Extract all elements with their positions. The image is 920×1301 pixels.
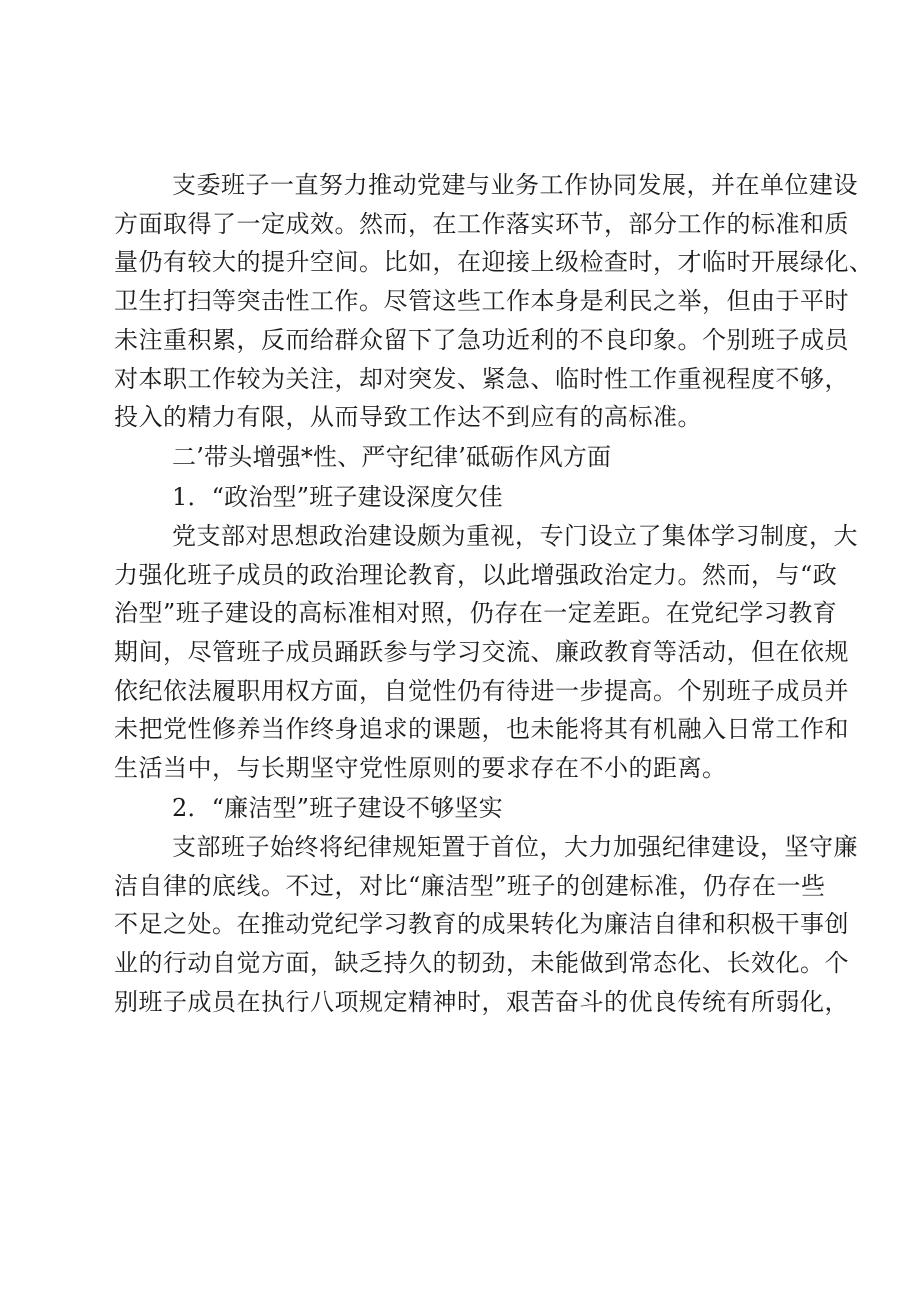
heading-line: 二’带头增强*性、严守纪律’砥砺作风方面 — [172, 442, 612, 471]
text-line: 依纪依法履职用权方面，自觉性仍有待进一步提高。个别班子成员并 — [114, 676, 849, 705]
subheading-integrity-type — [114, 788, 814, 828]
document-body — [114, 166, 874, 1021]
text-line: 力强化班子成员的政治理论教育，以此增强政治定力。然而，与“政 — [114, 560, 838, 589]
text-line: 生活当中，与长期坚守党性原则的要求存在不小的距离。 — [114, 754, 727, 783]
text-line: 党支部对思想政治建设颇为重视，专门设立了集体学习制度，大 — [172, 521, 858, 550]
heading-line: 2．“廉洁型”班子建设不够坚实 — [172, 793, 503, 822]
text-line: 支委班子一直努力推动党建与业务工作协同发展，并在单位建设 — [172, 171, 858, 199]
text-line: 支部班子始终将纪律规矩置于首位，大力加强纪律建设，坚守廉 — [172, 832, 858, 861]
text-line: 卫生打扫等突击性工作。尽管这些工作本身是利民之举，但由于平时 — [114, 287, 849, 316]
paragraph-unit-building — [114, 166, 874, 437]
text-line: 未注重积累，反而给群众留下了急功近利的不良印象。个别班子成员 — [114, 325, 849, 354]
subheading-political-type — [114, 477, 814, 517]
text-line: 治型”班子建设的高标准相对照，仍存在一定差距。在党纪学习教育 — [114, 599, 838, 628]
text-line: 不足之处。在推动党纪学习教育的成果转化为廉洁自律和积极干事创 — [114, 910, 849, 939]
paragraph-political-building — [114, 517, 858, 788]
text-line: 未把党性修养当作终身追求的课题，也未能将其有机融入日常工作和 — [114, 715, 849, 744]
section-heading-discipline — [114, 437, 814, 477]
text-line: 业的行动自觉方面，缺乏持久的韧劲，未能做到常态化、长效化。个 — [114, 948, 849, 977]
text-line: 方面取得了一定成效。然而，在工作落实环节，部分工作的标准和质 — [114, 209, 849, 238]
text-line: 洁自律的底线。不过，对比“廉洁型”班子的创建标准，仍存在一些 — [114, 871, 826, 900]
text-line: 投入的精力有限，从而导致工作达不到应有的高标准。 — [114, 403, 702, 432]
text-line: 期间，尽管班子成员踊跃参与学习交流、廉政教育等活动，但在依规 — [114, 638, 849, 667]
paragraph-integrity-building — [114, 828, 858, 1022]
text-line: 别班子成员在执行八项规定精神时，艰苦奋斗的优良传统有所弱化， — [114, 987, 849, 1016]
text-line: 量仍有较大的提升空间。比如，在迎接上级检查时，才临时开展绿化、 — [114, 248, 874, 277]
heading-line: 1．“政治型”班子建设深度欠佳 — [172, 482, 503, 511]
text-line: 对本职工作较为关注，却对突发、紧急、临时性工作重视程度不够， — [114, 364, 849, 393]
